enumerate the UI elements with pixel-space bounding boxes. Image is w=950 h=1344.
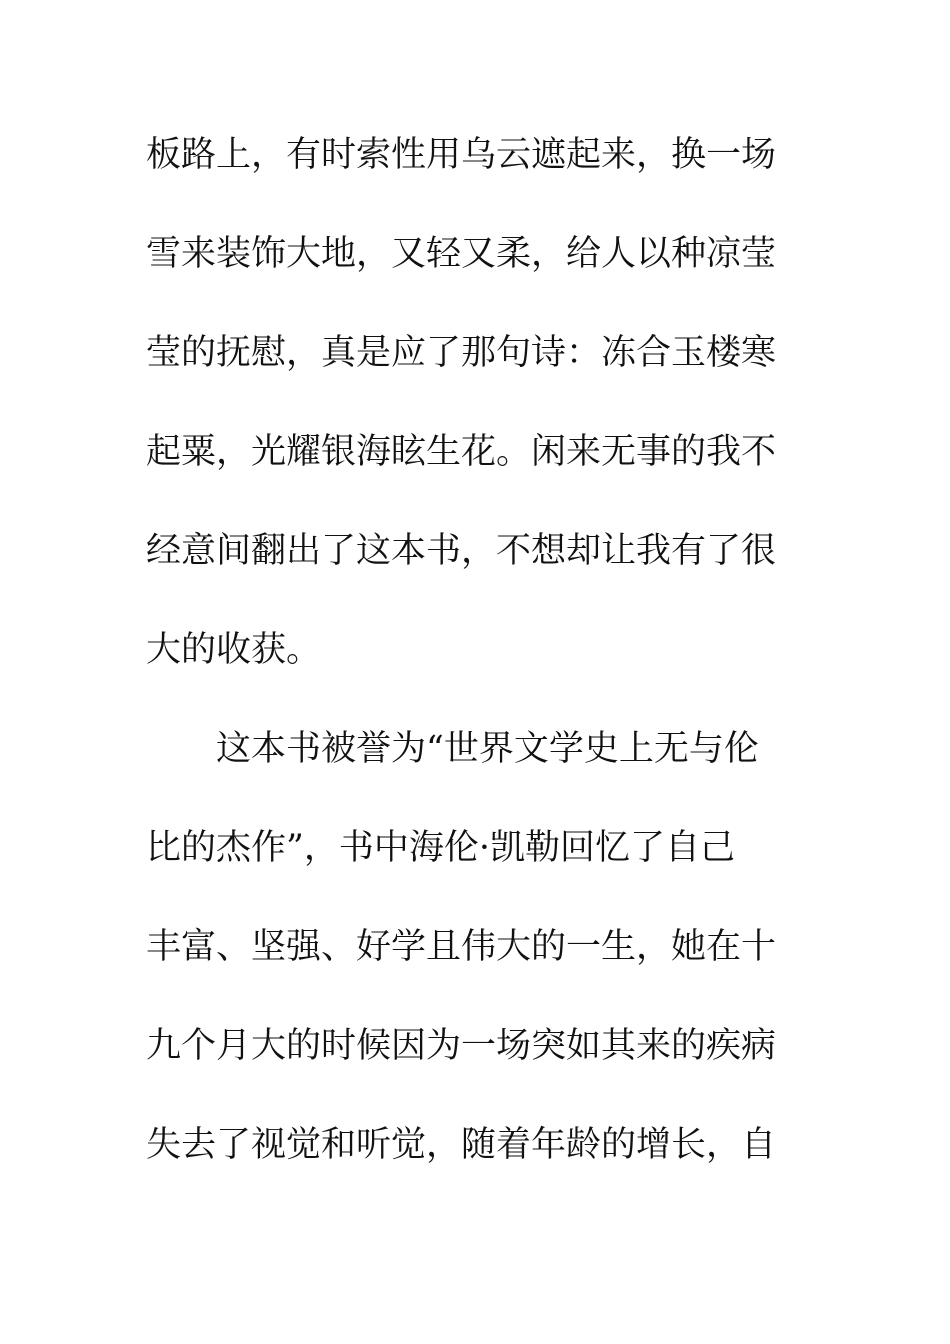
body-text	[146, 126, 776, 1215]
paragraph-first-line: 这本书被誉为“世界文学史上无与伦	[216, 729, 759, 769]
text-line: 起粟，光耀银海眩生花。闲来无事的我不	[146, 432, 777, 472]
text-line: 莹的抚慰，真是应了那句诗：冻合玉楼寒	[146, 333, 777, 373]
text-line: 经意间翻出了这本书，不想却让我有了很	[146, 531, 777, 571]
text-line: 失去了视觉和听觉，随着年龄的增长，自	[146, 1125, 777, 1165]
text-line: 九个月大的时候因为一场突如其来的疾病	[146, 1026, 777, 1066]
text-line: 比的杰作”，书中海伦·凯勒回忆了自己	[146, 828, 736, 868]
text-line: 丰富、坚强、好学且伟大的一生，她在十	[146, 927, 777, 967]
text-line: 大的收获。	[146, 630, 322, 670]
text-line: 雪来装饰大地，又轻又柔，给人以种凉莹	[146, 234, 777, 274]
text-line: 板路上，有时索性用乌云遮起来，换一场	[146, 135, 777, 175]
